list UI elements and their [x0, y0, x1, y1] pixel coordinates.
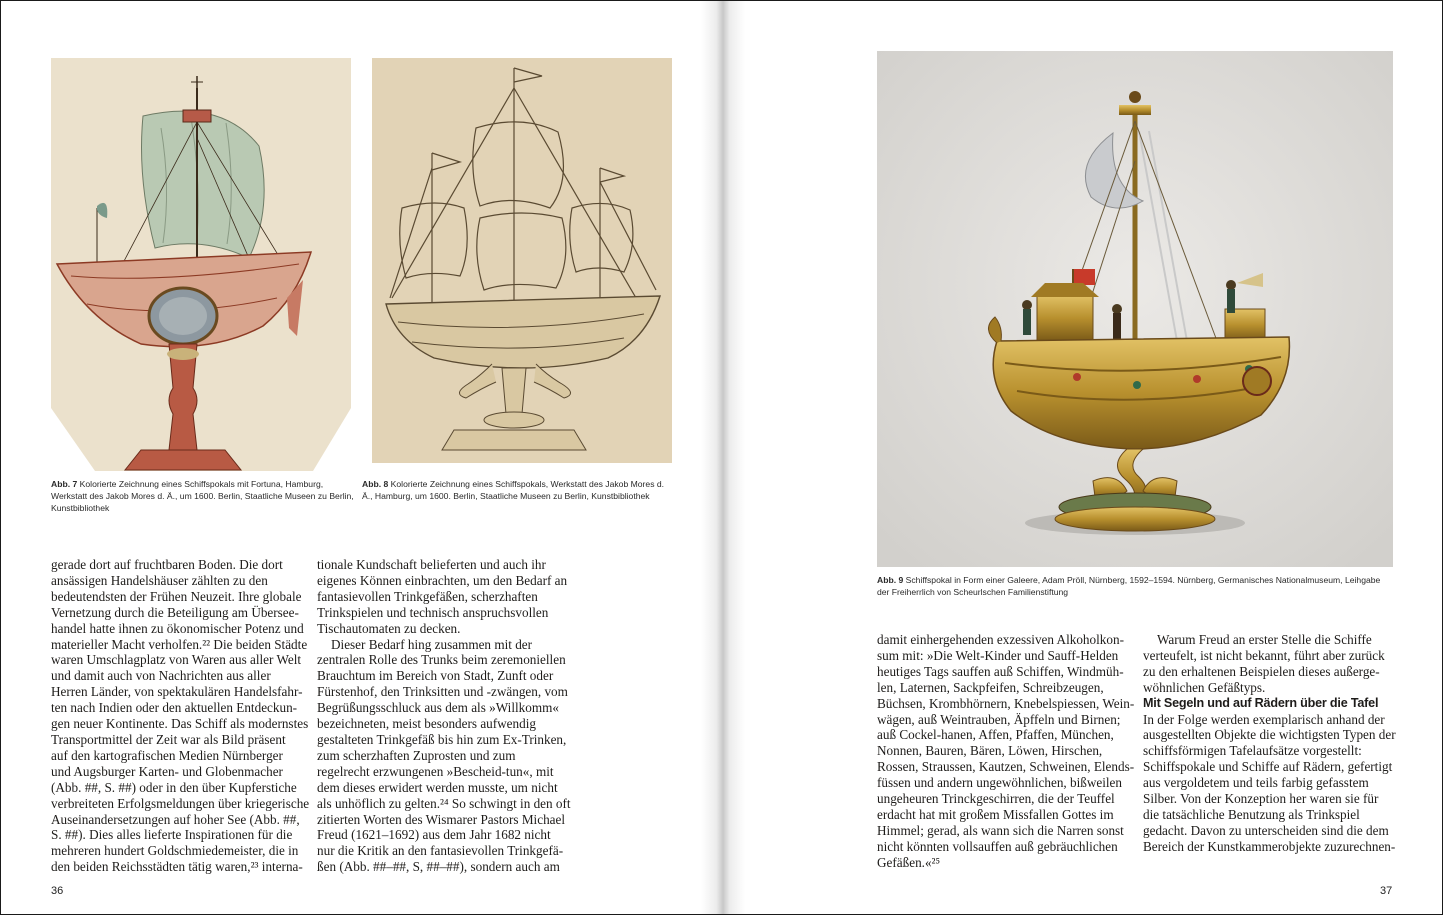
text-line: materieller Macht verholfen.²² Die beiden Städte: [51, 636, 308, 652]
text-line: Himmel; gerad, als wann sich die Narren sonst: [877, 822, 1124, 838]
figure-8-ship-goblet-sketch: [372, 58, 672, 463]
figure-8-label: Abb. 8: [362, 479, 389, 489]
text-line: eigenes Können einbrachten, um den Bedarf an: [317, 572, 568, 588]
text-line: gedacht. Davon zu unterscheiden sind die dem: [1143, 822, 1389, 838]
text-line: wägen, auß Weintrauben, Äpffeln und Birnen;: [877, 711, 1121, 727]
figure-9-caption-text: Schiffspokal in Form einer Galeere, Adam Pröll, Nürnberg, 1592–1594. Nürnberg, Germanisches Nationalmuseum, Leihgabe der Freiherrlich von Scheurlschen Familienstiftung: [877, 575, 1381, 597]
text-line: auß Cockel-hanen, Affen, Pfaffen, München,: [877, 727, 1114, 743]
fortuna-ship-drawing-image: [51, 58, 351, 471]
text-line: damit einhergehenden exzessiven Alkoholkon-: [877, 632, 1124, 647]
text-line: Auseinandersetzungen auf hoher See (Abb. ##,: [51, 811, 300, 827]
text-line: Dieser Bedarf hing zusammen mit der: [331, 636, 533, 652]
text-line: ansässigen Handelshäuser zählten zu den: [51, 572, 268, 588]
text-line: füssen und andern ungewöhnlichen, bißweilen: [877, 775, 1123, 791]
text-line: regelrecht erzwungenen »Bescheid-tun«, mit: [317, 763, 554, 779]
section-heading: Mit Segeln und auf Rädern über die Tafel: [1143, 695, 1379, 710]
text-line: zentralen Rolle des Trunks beim zeremoniellen: [317, 652, 566, 668]
text-line: Rossen, Straussen, Kautzen, Schweinen, Elends-: [877, 759, 1135, 775]
text-line: Tischautomaten zu decken.: [317, 620, 461, 636]
text-line: In der Folge werden exemplarisch anhand der: [1143, 711, 1385, 727]
text-line: gerade dort auf fruchtbaren Boden. Die dort: [51, 557, 283, 572]
text-line: zitierten Worten des Wismarer Pastors Michael: [317, 811, 566, 827]
figure-7-caption-text: Kolorierte Zeichnung eines Schiffspokals mit Fortuna, Hamburg, Werkstatt des Jakob Mores d. Ä., um 1600. Berlin, Staatliche Museen zu Berlin, Kunstbibliothek: [51, 479, 354, 513]
text-line: wöhnlichen Gefäßtyps.: [1143, 679, 1266, 695]
text-line: (Abb. ##, S. ##) oder in den über Kupferstiche: [51, 779, 297, 795]
figure-7-label: Abb. 7: [51, 479, 78, 489]
text-line: Freud (1621–1692) aus dem Jahr 1682 nicht: [317, 827, 551, 843]
text-column-2: [317, 557, 589, 875]
text-line: Schiffspokale und Schiffe auf Rädern, gefertigt: [1143, 759, 1393, 775]
text-line: heutiges Tags sauffen auß Schiffen, Windmüh-: [877, 663, 1124, 679]
column-3-paragraph: [877, 632, 1135, 871]
text-line: fantasievollen Trinkgefäßen, scherzhaften: [317, 588, 538, 604]
text-line: Herren Länder, von spektakulären Handelsfahr-: [51, 684, 303, 700]
figure-9-galley-goblet-photo: [877, 51, 1393, 567]
text-line: zu den erhaltenen Beispielen dieses außerge-: [1143, 663, 1380, 679]
text-line: Vernetzung durch die Beteiligung am Übersee-: [51, 604, 299, 620]
text-line: und Augsburger Karten- und Globenmacher: [51, 763, 283, 779]
text-line: Büchsen, Krombhörnern, Knebelspiessen, Wein-: [877, 695, 1135, 711]
gilded-galley-goblet-image: [877, 51, 1393, 567]
page-number-right: 37: [1380, 885, 1393, 897]
text-line: die tatsächliche Benutzung als Trinkspiel: [1143, 806, 1360, 822]
text-line: Brauchtum im Bereich von Stadt, Zunft oder: [317, 668, 554, 684]
figure-8-caption: [362, 478, 667, 502]
text-line: mehreren hundert Goldschmiedemeister, die in: [51, 843, 299, 859]
text-line: bezeichneten, meist besonders aufwendig: [317, 716, 536, 732]
text-line: Transportmittel der Zeit war als Bild präsent: [51, 731, 286, 747]
text-line: Begrüßungsschluck aus dem als »Willkomm«: [317, 700, 559, 716]
text-line: dem dieses erwidert werden musste, um nicht: [317, 779, 558, 795]
text-line: sum mit: »Die Welt-Kinder und Sauff-Helden: [877, 647, 1119, 663]
text-line: und damit auch von Nachrichten aus aller: [51, 668, 271, 684]
text-line: handel hatte ihnen zu ökonomischer Potenz und: [51, 620, 304, 636]
text-line: gen neuer Kontinente. Das Schiff als modernstes: [51, 716, 309, 732]
text-line: tionale Kundschaft belieferten und auch ihr: [317, 557, 546, 572]
text-line: Gefäßen.«²⁵: [877, 854, 941, 870]
text-line: gestalteten Trinkgefäß bis hin zum Ex-Trinken,: [317, 731, 567, 747]
text-line: verteufelt, ist nicht bekannt, führt aber zurück: [1143, 647, 1385, 663]
text-column-3: [877, 632, 1135, 871]
figure-9-caption: [877, 574, 1387, 598]
text-line: Bereich der Kunstkammerobjekte zuzurechnen-: [1143, 838, 1396, 854]
text-line: len, Laternen, Sackpfeifen, Schreibzeugen,: [877, 679, 1104, 695]
text-line: Warum Freud an erster Stelle die Schiffe: [1157, 632, 1372, 647]
text-line: Silber. Von der Konzeption her waren sie für: [1143, 791, 1379, 807]
text-line: ten nach Indien oder den aktuellen Entdeckun-: [51, 700, 298, 716]
figure-9-label: Abb. 9: [877, 575, 904, 585]
text-line: schiffsförmigen Tafelaufsätze vorgestellt:: [1143, 743, 1362, 759]
text-line: zum scherzhaften Zuprosten und zum: [317, 747, 516, 763]
text-line: bedeutendsten der Frühen Neuzeit. Ihre globale: [51, 588, 302, 604]
column-4-paragraph-1: [1143, 632, 1395, 696]
figure-7-caption: [51, 478, 356, 514]
text-line: ungeheuren Trinckgeschirren, die der Teuffel: [877, 791, 1115, 807]
text-line: den beiden Reichsstädten tätig waren,²³ interna-: [51, 859, 303, 875]
figure-8-caption-text: Kolorierte Zeichnung eines Schiffspokals, Werkstatt des Jakob Mores d. Ä., Hamburg, um 1600. Berlin, Staatliche Museen zu Berlin, Kunstbibliothek: [362, 479, 665, 501]
sailing-ship-sketch-image: [372, 58, 672, 463]
text-line: S. ##). Dies alles lieferte Inspirationen für die: [51, 827, 293, 843]
text-line: verbreiteten Erfolgsmeldungen über kriegerische: [51, 795, 310, 811]
text-line: nur die Kritik an den fantasievollen Trinkgefä-: [317, 843, 564, 859]
text-line: auf den kartografischen Medien Nürnberger: [51, 747, 283, 763]
text-line: Nonnen, Bauren, Bären, Löwen, Hirschen,: [877, 743, 1103, 759]
text-line: erdacht hat mit großem Missfallen Gottes im: [877, 806, 1114, 822]
text-line: ausgestellten Objekte die wichtigsten Typen der: [1143, 727, 1396, 743]
left-page: [1, 1, 721, 915]
text-line: nicht könnten vollsauffen auß gebräuchlichen: [877, 838, 1118, 854]
text-line: ßen (Abb. ##–##, S, ##–##), sondern auch am: [317, 859, 560, 875]
column-4-paragraph-2: [1143, 712, 1395, 855]
text-column-4: [1143, 632, 1395, 855]
figure-7-ship-goblet-drawing: [51, 58, 351, 471]
column-1-paragraph: [51, 557, 323, 875]
text-line: waren Umschlagplatz von Waren aus aller Welt: [51, 652, 302, 668]
text-line: als unhöflich zu gelten.²⁴ So schwingt in den oft: [317, 795, 571, 811]
column-2-paragraph-2: [317, 637, 589, 876]
text-line: Fürstenhof, den Trinksitten und -zwängen, vom: [317, 684, 568, 700]
text-line: aus vergoldetem und teils farbig gefasstem: [1143, 775, 1369, 791]
text-line: Trinkspielen und technisch anspruchsvollen: [317, 604, 549, 620]
page-number-left: 36: [51, 885, 64, 897]
text-column-1: [51, 557, 323, 875]
column-2-paragraph-1: [317, 557, 589, 637]
